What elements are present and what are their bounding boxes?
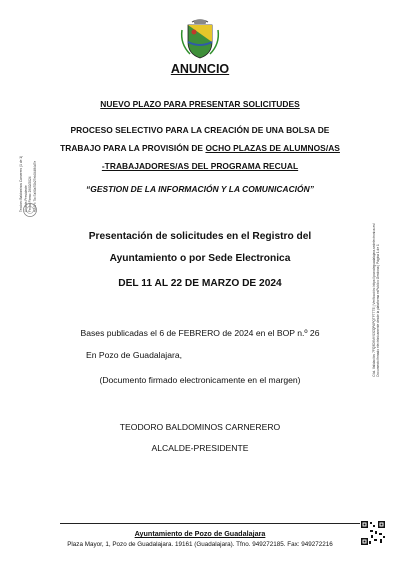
municipal-crest-logo <box>178 18 222 60</box>
process-line-1: PROCESO SELECTIVO PARA LA CREACIÓN DE UNA BOLSA DE <box>70 125 330 135</box>
notice-title: ANUNCIO <box>170 62 230 76</box>
date-range: DEL 11 AL 22 DE MARZO DE 2024 <box>118 278 282 289</box>
new-deadline-line: NUEVO PLAZO PARA PRESENTAR SOLICITUDES <box>100 99 300 109</box>
stamp-line-2: Alcalde-Presidente <box>23 185 28 213</box>
qr-code-icon <box>360 520 386 546</box>
stamp-line-3: Fecha Firma: 29/02/2024 <box>28 176 32 213</box>
process-line-3: -TRABAJADORES/AS DEL PROGRAMA RECUAL <box>101 161 299 171</box>
process-line-2b: OCHO PLAZAS DE ALUMNOS/AS <box>205 143 340 153</box>
signature-stamp <box>16 118 44 248</box>
verification-margin-text <box>372 223 380 376</box>
footer-address: Plaza Mayor, 1, Pozo de Guadalajara. 19161 (Guadalajara). Tfno. 949272185. Fax: 949272216 <box>67 541 333 548</box>
signed-note: (Documento firmado electronicamente en el margen) <box>99 375 301 385</box>
signer-role: ALCALDE-PRESIDENTE <box>151 443 249 453</box>
seal-icon <box>22 202 38 218</box>
process-line-2a: TRABAJO PARA LA PROVISIÓN DE <box>60 143 206 153</box>
place-line: En Pozo de Guadalajara, <box>86 350 183 360</box>
footer-organization: Ayuntamiento de Pozo de Guadalajara <box>134 529 266 538</box>
process-line-2 <box>0 143 400 153</box>
bases-publication: Bases publicadas el 6 de FEBRERO de 2024 en el BOP n.º 26 <box>80 328 320 338</box>
presentation-line-1: Presentación de solicitudes en el Registro del <box>88 231 312 242</box>
footer-divider <box>60 523 360 524</box>
margin-line-1: Cód. Validación: 7FQ3D9MYS3ZQPAPQTFTTTE | Verificación: https://pozodeguadalajara.sedelectronica.es/ <box>371 223 376 377</box>
stamp-line-4: HASH: 7bc7a90a70b27eb04484d7e <box>32 160 37 213</box>
signer-name: TEODORO BALDOMINOS CARNERERO <box>119 422 281 432</box>
stamp-line-1: Teodoro Baldominos Carnerero (1 de 1) <box>19 155 23 213</box>
presentation-line-2: Ayuntamiento o por Sede Electronica <box>109 253 291 264</box>
program-name: “GESTION DE LA INFORMACIÓN Y LA COMUNICACIÓN” <box>86 184 314 194</box>
margin-line-2: Documento firmado electrónicamente desde la plataforma esPublico Gestiona | Página 1 de 1 <box>376 244 380 377</box>
